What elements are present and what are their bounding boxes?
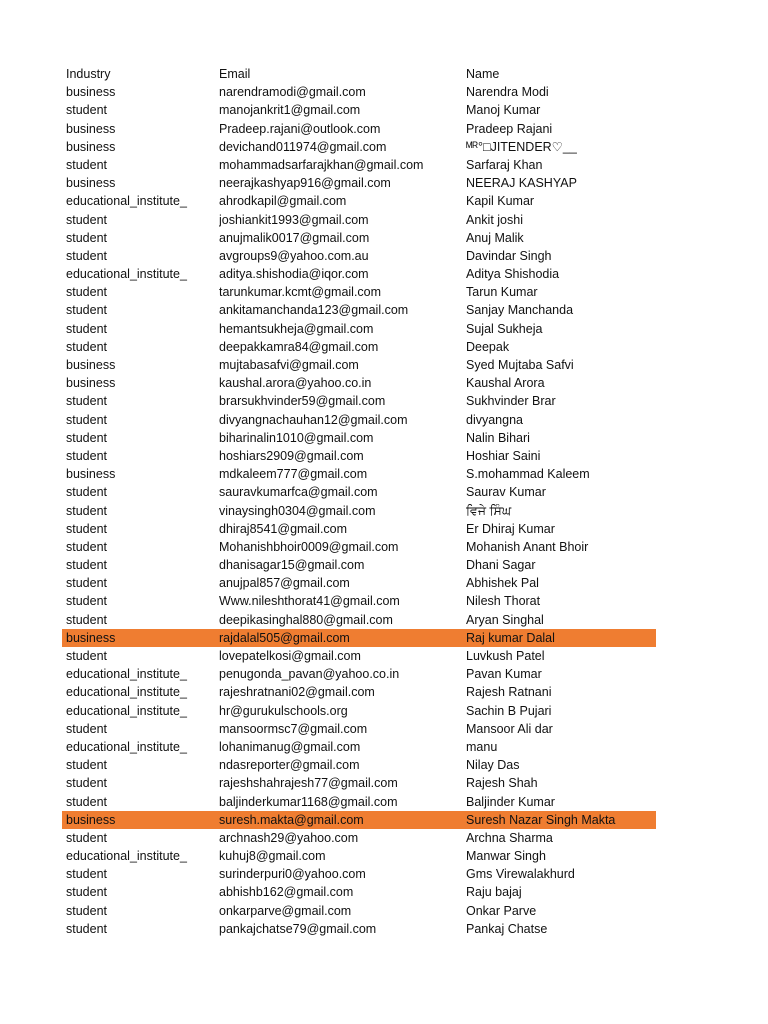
table-row: [62, 411, 656, 429]
cell-industry: student: [66, 758, 108, 773]
table-row: [62, 756, 656, 774]
cell-industry: student: [66, 303, 108, 318]
cell-industry: student: [66, 867, 108, 882]
table-row: [62, 301, 656, 319]
cell-email: sauravkumarfca@gmail.com: [219, 485, 378, 500]
cell-email: archnash29@yahoo.com: [219, 830, 359, 845]
cell-industry: student: [66, 212, 108, 227]
header-name: Name: [466, 67, 500, 81]
table-row: [62, 283, 656, 301]
cell-industry: student: [66, 612, 108, 627]
cell-name: Manoj Kumar: [466, 103, 541, 118]
cell-email: avgroups9@yahoo.com.au: [219, 248, 369, 263]
table-row: [62, 120, 656, 138]
table-row: [62, 429, 656, 447]
cell-industry: educational_institute_: [66, 667, 187, 682]
cell-industry: student: [66, 830, 108, 845]
table-row: [62, 229, 656, 247]
cell-email: vinaysingh0304@gmail.com: [219, 503, 376, 518]
cell-email: divyangnachauhan12@gmail.com: [219, 412, 408, 427]
cell-email: Mohanishbhoir0009@gmail.com: [219, 539, 399, 554]
cell-email: brarsukhvinder59@gmail.com: [219, 394, 386, 409]
table-row: [62, 83, 656, 101]
cell-industry: student: [66, 430, 108, 445]
cell-email: rajeshratnani02@gmail.com: [219, 685, 375, 700]
table-row: [62, 101, 656, 119]
cell-email: anujmalik0017@gmail.com: [219, 230, 370, 245]
cell-email: penugonda_pavan@yahoo.co.in: [219, 667, 400, 682]
cell-name: divyangna: [466, 412, 523, 427]
table-row: [62, 702, 656, 720]
table-row-highlighted: [62, 811, 656, 829]
cell-name: Sachin B Pujari: [466, 703, 552, 718]
cell-industry: student: [66, 921, 108, 936]
cell-name: Deepak: [466, 339, 510, 354]
table-row: [62, 392, 656, 410]
cell-email: pankajchatse79@gmail.com: [219, 921, 377, 936]
table-row: [62, 647, 656, 665]
cell-industry: student: [66, 594, 108, 609]
cell-email: manojankrit1@gmail.com: [219, 103, 361, 118]
cell-name: manu: [466, 739, 498, 754]
cell-industry: business: [66, 139, 116, 154]
cell-name: S.mohammad Kaleem: [466, 467, 590, 482]
cell-industry: business: [66, 121, 116, 136]
table-row: [62, 247, 656, 265]
cell-email: neerajkashyap916@gmail.com: [219, 176, 391, 191]
table-row: [62, 338, 656, 356]
cell-name: Aryan Singhal: [466, 612, 544, 627]
cell-name: Pankaj Chatse: [466, 921, 548, 936]
cell-email: suresh.makta@gmail.com: [219, 812, 364, 827]
table-row: [62, 829, 656, 847]
cell-email: dhiraj8541@gmail.com: [219, 521, 348, 536]
cell-industry: educational_institute_: [66, 194, 187, 209]
cell-email: dhanisagar15@gmail.com: [219, 558, 365, 573]
cell-email: lohanimanug@gmail.com: [219, 739, 361, 754]
table-row: [62, 611, 656, 629]
table-row: [62, 902, 656, 920]
cell-industry: educational_institute_: [66, 739, 187, 754]
cell-name: Manwar Singh: [466, 849, 546, 864]
cell-email: lovepatelkosi@gmail.com: [219, 649, 361, 663]
table-row: [62, 883, 656, 901]
cell-email: hemantsukheja@gmail.com: [219, 321, 374, 336]
cell-name: Sukhvinder Brar: [466, 394, 556, 409]
cell-industry: student: [66, 885, 108, 900]
cell-email: onkarparve@gmail.com: [219, 903, 352, 918]
cell-name: Nalin Bihari: [466, 430, 530, 445]
cell-industry: student: [66, 521, 108, 536]
cell-email: rajeshshahrajesh77@gmail.com: [219, 776, 398, 791]
cell-email: baljinderkumar1168@gmail.com: [219, 794, 398, 809]
cell-name: Pradeep Rajani: [466, 121, 553, 136]
table-row: [62, 683, 656, 701]
cell-industry: student: [66, 285, 108, 300]
cell-name: NEERAJ KASHYAP: [466, 176, 577, 191]
cell-name: Suresh Nazar Singh Makta: [466, 812, 616, 827]
cell-industry: business: [66, 358, 116, 372]
cell-email: kuhuj8@gmail.com: [219, 849, 326, 864]
cell-industry: student: [66, 412, 108, 427]
table-row: [62, 174, 656, 192]
cell-name: Raju bajaj: [466, 885, 522, 900]
cell-name: Nilesh Thorat: [466, 594, 541, 609]
table-row: [62, 720, 656, 738]
cell-email: narendramodi@gmail.com: [219, 85, 366, 100]
table-row: [62, 592, 656, 610]
cell-industry: student: [66, 448, 108, 463]
table-row: [62, 265, 656, 283]
table-row: [62, 738, 656, 756]
cell-industry: student: [66, 503, 108, 518]
cell-industry: business: [66, 176, 116, 191]
cell-email: ahrodkapil@gmail.com: [219, 194, 347, 209]
cell-email: abhishb162@gmail.com: [219, 885, 354, 900]
cell-industry: student: [66, 339, 108, 354]
table-row: [62, 774, 656, 792]
cell-industry: business: [66, 85, 116, 100]
cell-email: mujtabasafvi@gmail.com: [219, 358, 359, 372]
cell-name: Narendra Modi: [466, 85, 549, 100]
cell-name: Tarun Kumar: [466, 285, 538, 300]
cell-email: aditya.shishodia@iqor.com: [219, 267, 369, 282]
cell-email: anujpal857@gmail.com: [219, 576, 350, 591]
cell-email: mansoormsc7@gmail.com: [219, 721, 368, 736]
cell-email: hoshiars2909@gmail.com: [219, 448, 364, 463]
table-row: [62, 356, 656, 374]
table-row: [62, 556, 656, 574]
cell-industry: student: [66, 394, 108, 409]
cell-name: Sarfaraj Khan: [466, 157, 543, 172]
cell-name: Pavan Kumar: [466, 667, 542, 682]
cell-email: hr@gurukulschools.org: [219, 703, 348, 718]
cell-industry: business: [66, 812, 116, 827]
cell-name: Gms Virewalakhurd: [466, 867, 575, 882]
cell-name: Raj kumar Dalal: [466, 630, 555, 645]
cell-industry: student: [66, 539, 108, 554]
table-row: [62, 793, 656, 811]
cell-industry: student: [66, 576, 108, 591]
cell-industry: educational_institute_: [66, 849, 187, 864]
cell-email: tarunkumar.kcmt@gmail.com: [219, 285, 382, 300]
cell-industry: educational_institute_: [66, 267, 187, 282]
cell-name: Rajesh Shah: [466, 776, 538, 791]
cell-name: Luvkush Patel: [466, 649, 545, 663]
cell-industry: student: [66, 794, 108, 809]
table-row: [62, 538, 656, 556]
table-row: [62, 374, 656, 392]
cell-name: Abhishek Pal: [466, 576, 539, 591]
cell-industry: student: [66, 230, 108, 245]
cell-name: Dhani Sagar: [466, 558, 536, 573]
table-row: [62, 520, 656, 538]
cell-email: joshiankit1993@gmail.com: [219, 212, 369, 227]
cell-name: Saurav Kumar: [466, 485, 546, 500]
cell-industry: student: [66, 558, 108, 573]
table-row: [62, 502, 656, 520]
cell-name: Syed Mujtaba Safvi: [466, 358, 574, 372]
cell-industry: educational_institute_: [66, 685, 187, 700]
cell-industry: student: [66, 321, 108, 336]
cell-name: Onkar Parve: [466, 903, 537, 918]
cell-email: ankitamanchanda123@gmail.com: [219, 303, 409, 318]
table-row: [62, 156, 656, 174]
table-row: [62, 865, 656, 883]
header-industry: Industry: [66, 67, 111, 81]
cell-email: kaushal.arora@yahoo.co.in: [219, 376, 372, 391]
cell-industry: student: [66, 103, 108, 118]
cell-name: ਵਿਜੇ ਸਿੰਘ: [466, 503, 512, 518]
table-row: [62, 138, 656, 156]
table-header-row: [62, 65, 656, 83]
table-row-highlighted: [62, 629, 656, 647]
table-row: [62, 574, 656, 592]
cell-name: Mansoor Ali dar: [466, 721, 553, 736]
table-row: [62, 665, 656, 683]
cell-email: mohammadsarfarajkhan@gmail.com: [219, 157, 424, 172]
header-email: Email: [219, 67, 251, 81]
table-body: [62, 83, 656, 938]
cell-name: Sujal Sukheja: [466, 321, 543, 336]
cell-industry: student: [66, 649, 108, 663]
table-row: [62, 920, 656, 938]
cell-industry: student: [66, 248, 108, 263]
cell-name: Anuj Malik: [466, 230, 524, 245]
cell-email: deepakkamra84@gmail.com: [219, 339, 379, 354]
cell-industry: business: [66, 376, 116, 391]
cell-industry: student: [66, 776, 108, 791]
table-row: [62, 320, 656, 338]
cell-name: Baljinder Kumar: [466, 794, 555, 809]
cell-name: Rajesh Ratnani: [466, 685, 552, 700]
cell-industry: student: [66, 721, 108, 736]
contacts-table: [62, 65, 656, 938]
cell-email: biharinalin1010@gmail.com: [219, 430, 374, 445]
table-row: [62, 211, 656, 229]
cell-name: Archna Sharma: [466, 830, 553, 845]
cell-email: surinderpuri0@yahoo.com: [219, 867, 366, 882]
cell-email: Pradeep.rajani@outlook.com: [219, 121, 381, 136]
table-row: [62, 847, 656, 865]
cell-email: rajdalal505@gmail.com: [219, 630, 350, 645]
cell-name: Kaushal Arora: [466, 376, 545, 391]
table-row: [62, 465, 656, 483]
cell-email: devichand011974@gmail.com: [219, 139, 387, 154]
cell-name: ᴹᴿ°□JITENDER♡__: [466, 139, 577, 154]
cell-industry: educational_institute_: [66, 703, 187, 718]
cell-email: mdkaleem777@gmail.com: [219, 467, 368, 482]
cell-name: Sanjay Manchanda: [466, 303, 574, 318]
table-row: [62, 447, 656, 465]
cell-name: Mohanish Anant Bhoir: [466, 539, 589, 554]
cell-industry: student: [66, 903, 108, 918]
cell-email: ndasreporter@gmail.com: [219, 758, 360, 773]
cell-industry: business: [66, 467, 116, 482]
table-row: [62, 192, 656, 210]
cell-industry: student: [66, 157, 108, 172]
cell-name: Nilay Das: [466, 758, 520, 773]
cell-name: Kapil Kumar: [466, 194, 535, 209]
cell-name: Hoshiar Saini: [466, 448, 541, 463]
table-row: [62, 483, 656, 501]
cell-name: Er Dhiraj Kumar: [466, 521, 555, 536]
cell-industry: business: [66, 630, 116, 645]
cell-email: Www.nileshthorat41@gmail.com: [219, 594, 400, 609]
cell-email: deepikasinghal880@gmail.com: [219, 612, 393, 627]
cell-name: Ankit joshi: [466, 212, 523, 227]
cell-industry: student: [66, 485, 108, 500]
cell-name: Aditya Shishodia: [466, 267, 560, 282]
cell-name: Davindar Singh: [466, 248, 552, 263]
